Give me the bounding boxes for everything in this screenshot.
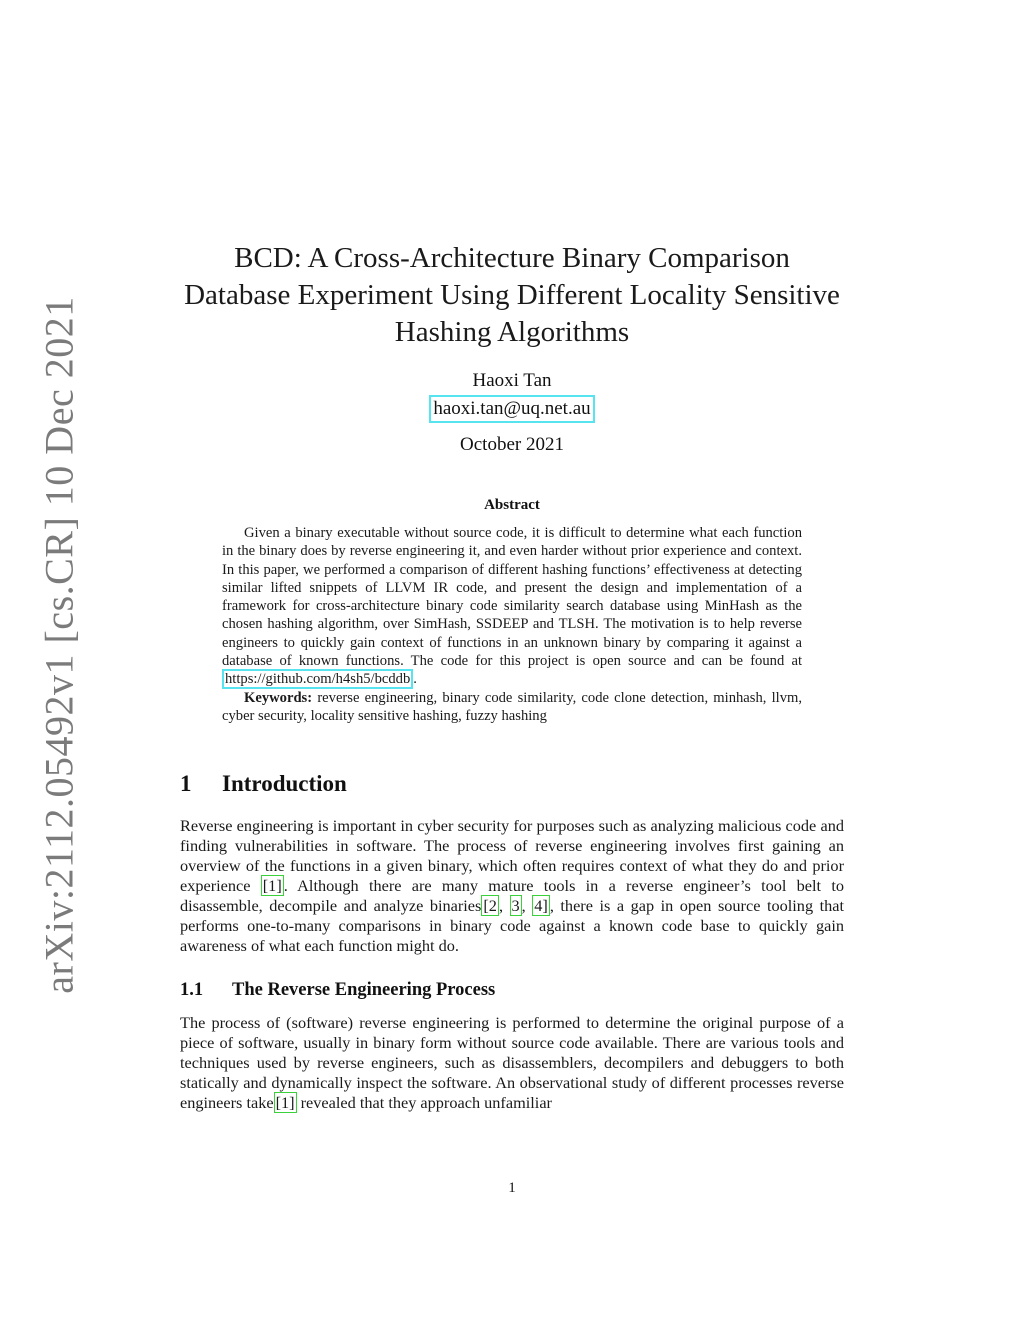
keywords-list: reverse engineering, binary code similarity, code clone detection, minhash, llvm, cyber security, locality sensitive hashing, fuzzy hashing [222,689,802,724]
section-heading-introduction [180,771,347,797]
keywords-paragraph [222,689,802,726]
citation-link[interactable]: [2 [483,896,497,915]
intro-text: , there is a gap in open source tooling that performs one-to-many comparisons in binary code against a known code base to quickly gain awareness of what each function might do. [180,896,845,955]
citation-link[interactable]: [1] [262,876,282,895]
citation-link[interactable]: [1] [275,1093,295,1112]
intro-text: . Although there are many mature tools in a reverse engineer’s tool belt to disassemble, decompile and analyze binaries [180,876,844,915]
page-number: 1 [508,1180,516,1196]
intro-text: Reverse engineering is important in cyber security for purposes such as analyzing malicious code and finding vulnerabilities in software. The process of reverse engineering involves first gaining an overview of the functions in a given binary, which often requires context of what they do and prior experience [180,816,844,895]
process-text: The process of (software) reverse engineering is performed to determine the original purpose of a piece of software, usually in binary form without source code available. There are various tools and techniques used by reverse engineers, such as disassemblers, decompilers and debuggers to both statically and dynamically inspect the software. An observational study of different processes reverse engineers take [180,1013,844,1112]
section-number: 1 [180,771,192,796]
citation-separator: , [521,896,533,915]
subsection-number: 1.1 [180,980,204,1000]
citation-link[interactable]: 3 [511,896,520,915]
keywords-label: Keywords: [244,689,313,706]
arxiv-identifier: arXiv:2112.05492v1 [cs.CR] 10 Dec 2021 [36,296,82,994]
abstract-heading: Abstract [484,497,540,513]
introduction-paragraph [180,816,844,956]
subsection-heading-reverse-engineering-process [180,980,495,1001]
abstract-text: Given a binary executable without source code, it is difficult to determine what each function in the binary does by reverse engineering it, and even harder without prior experience and context. In this paper, we performed a comparison of different hashing functions’ effectiveness at detecting similar lifted snippets of LLVM IR code, and present the design and implementation of a framework for cross-architecture binary code similarity search database using MinHash as the chosen hashing algorithm, over SimHash, SSDEEP and TLSH. The motivation is to help reverse engineers to quickly gain context of functions in an unknown binary by comparing it against a database of known functions. The code for this project is open source and can be found at [222,525,802,670]
paper-title [150,240,874,351]
citation-link[interactable]: 4] [534,896,548,915]
abstract-url-period: . [413,671,417,688]
repository-link[interactable]: https://github.com/h4sh5/bcddb [222,669,413,689]
title-line: BCD: A Cross-Architecture Binary Comparison [234,242,790,274]
author-name: Haoxi Tan [472,370,552,391]
author-email-link[interactable]: haoxi.tan@uq.net.au [429,395,594,423]
abstract-paragraph [222,524,802,689]
title-line: Hashing Algorithms [394,316,630,348]
arxiv-sidebar [0,0,90,1325]
abstract-body [222,524,802,725]
author-email-container [0,395,1024,423]
subsection-title: The Reverse Engineering Process [232,980,496,1000]
process-text: revealed that they approach unfamiliar [296,1093,552,1112]
title-line: Database Experiment Using Different Locality Sensitive [184,279,840,311]
citation-separator: , [498,896,510,915]
publication-date: October 2021 [460,434,564,455]
section-title: Introduction [222,771,347,796]
process-paragraph [180,1013,844,1113]
